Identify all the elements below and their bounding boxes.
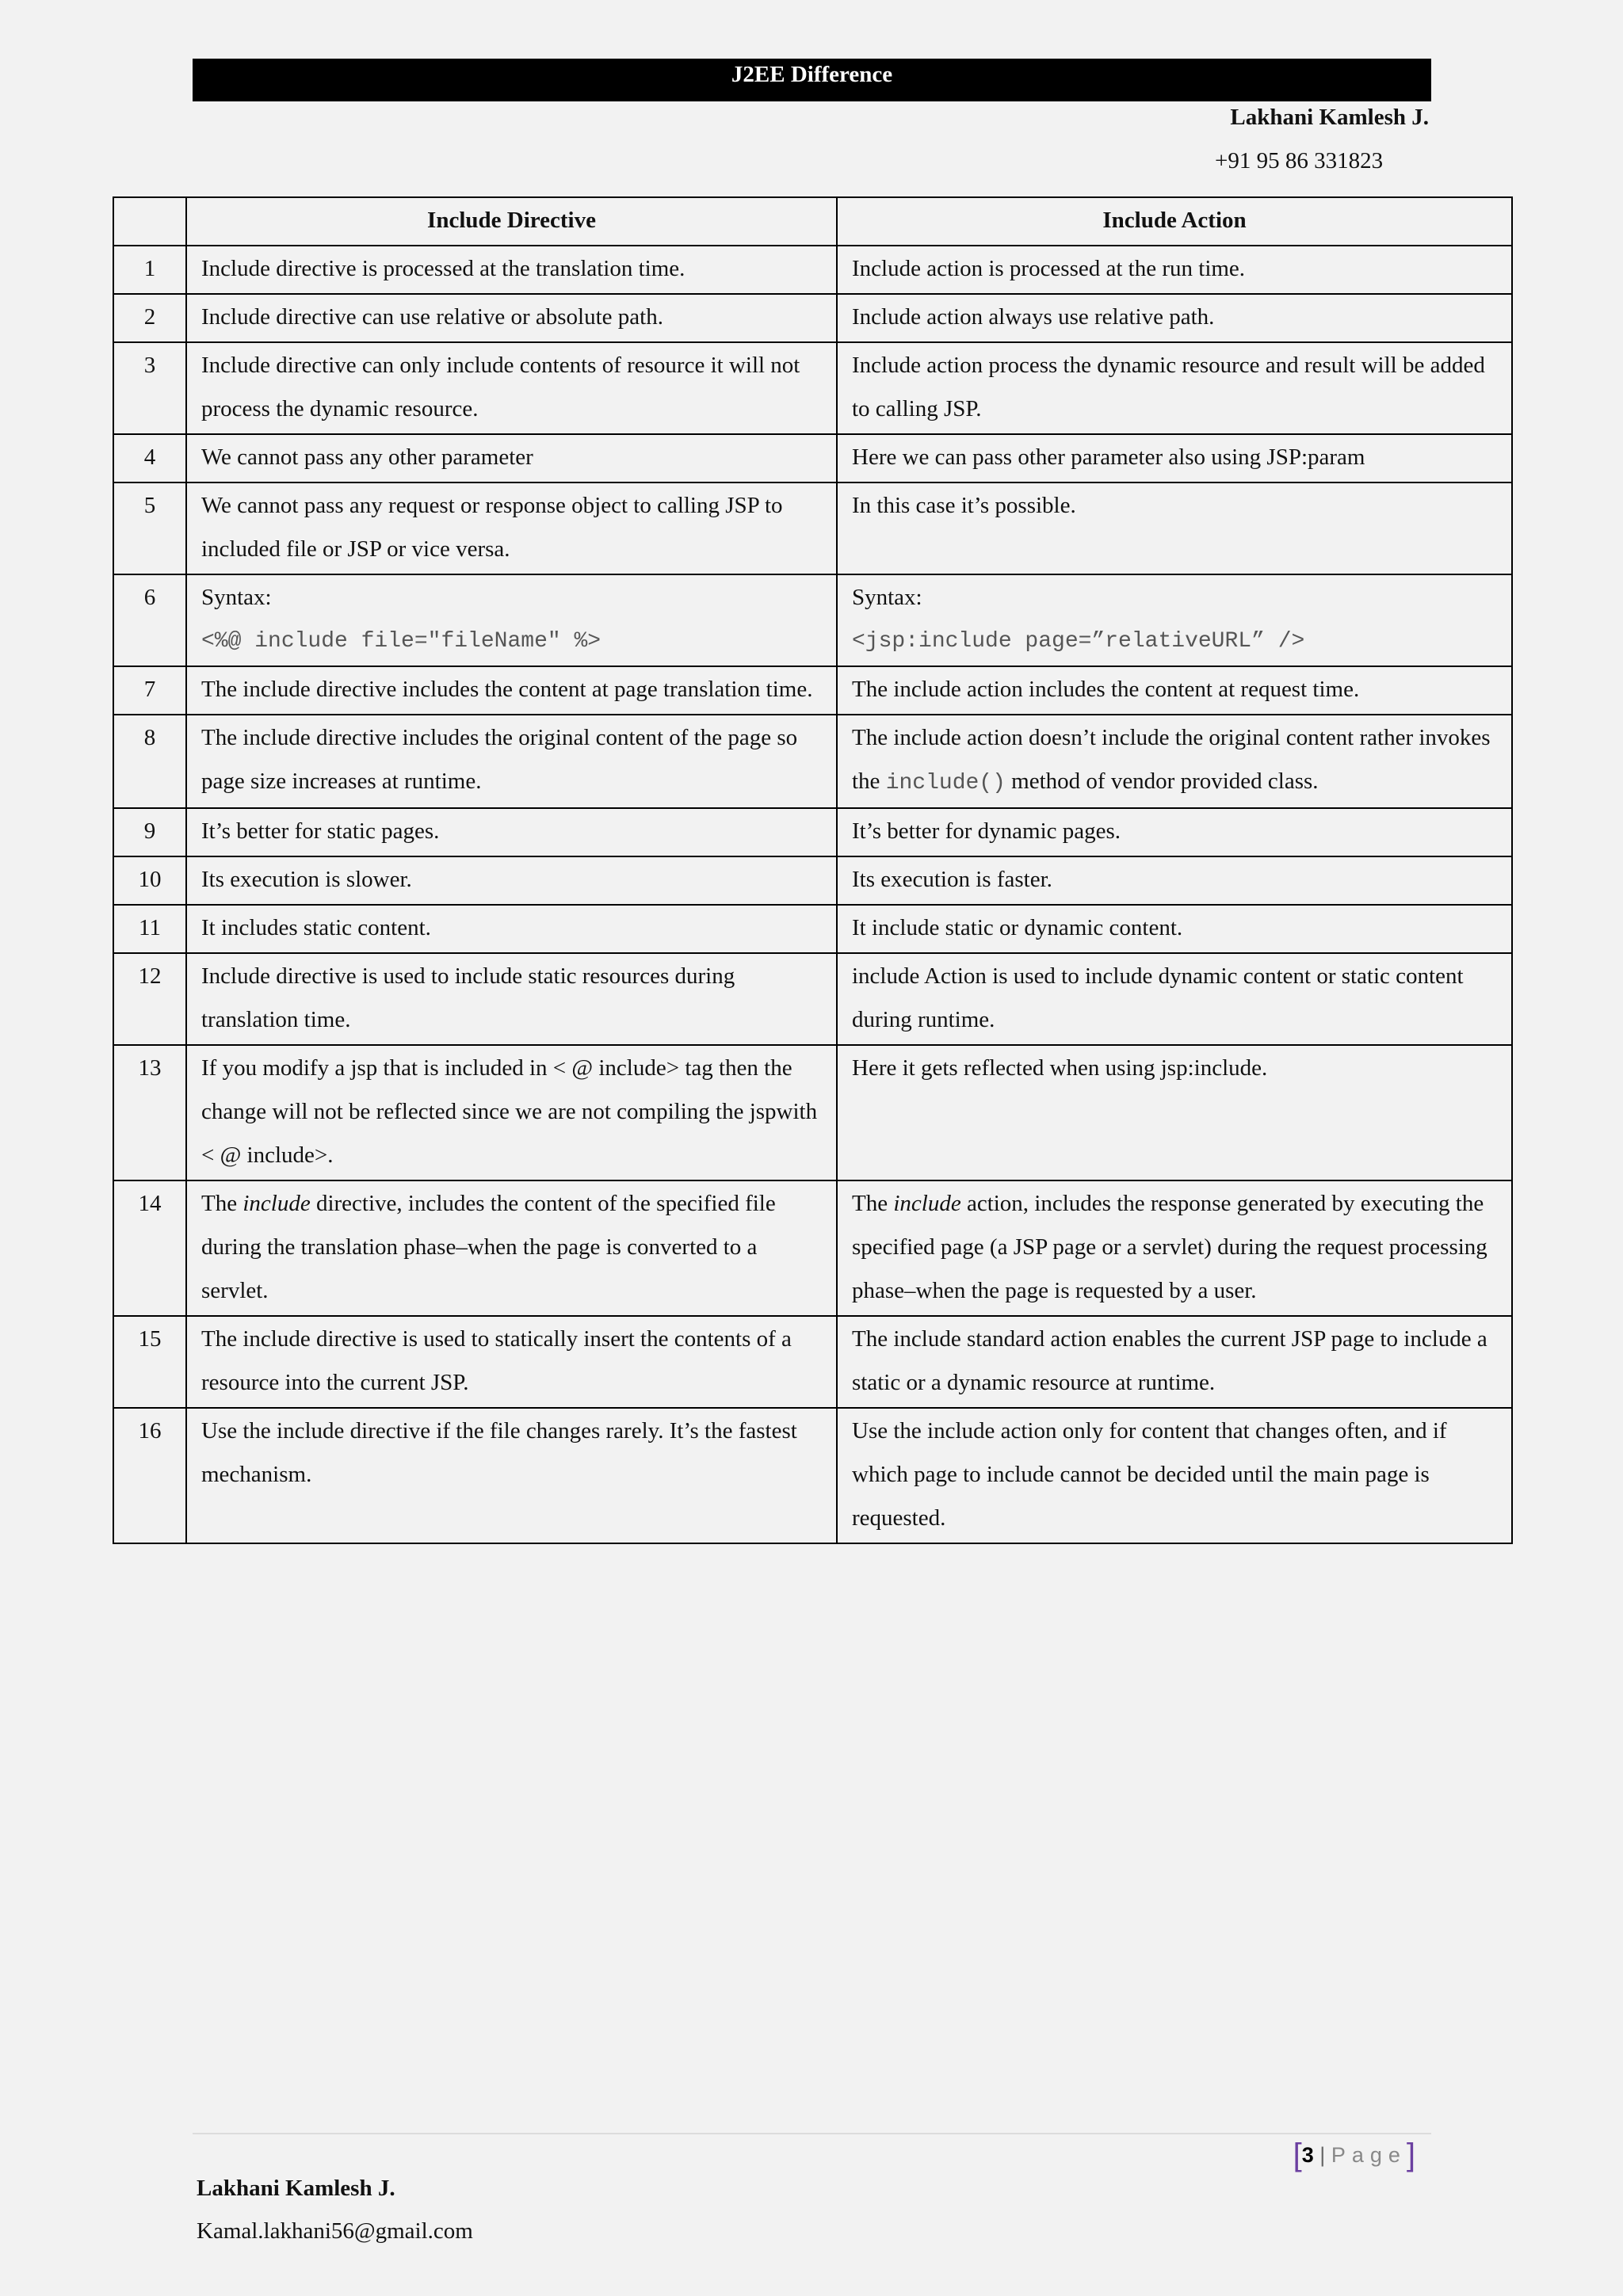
inline-code: include() xyxy=(885,771,1006,795)
footer-email: Kamal.lakhani56@gmail.com xyxy=(197,2218,473,2244)
row-number: 6 xyxy=(113,574,186,666)
footer-author: Lakhani Kamlesh J. xyxy=(197,2176,395,2201)
action-cell: Include action is processed at the run time. xyxy=(837,246,1512,294)
row-number: 16 xyxy=(113,1408,186,1543)
action-cell: Here we can pass other parameter also using JSP:param xyxy=(837,434,1512,482)
column-header-include-directive: Include Directive xyxy=(186,197,837,246)
close-bracket-glyph: ] xyxy=(1406,2138,1415,2172)
row-number: 11 xyxy=(113,905,186,953)
comparison-table xyxy=(113,196,1513,1544)
action-text: The include action doesn’t include the original content rather invokes the xyxy=(852,725,1491,794)
directive-cell: Its execution is slower. xyxy=(186,856,837,905)
header-phone: +91 95 86 331823 xyxy=(1215,148,1384,174)
table-header-row xyxy=(113,197,1512,246)
table-row xyxy=(113,246,1512,294)
directive-cell: Use the include directive if the file changes rarely. It’s the fastest mechanism. xyxy=(186,1408,837,1543)
column-header-include-action: Include Action xyxy=(837,197,1512,246)
header-author: Lakhani Kamlesh J. xyxy=(1230,105,1429,130)
row-number: 12 xyxy=(113,953,186,1045)
directive-cell: We cannot pass any request or response object to calling JSP to included file or JSP or vice versa. xyxy=(186,482,837,574)
emphasis-text: include xyxy=(242,1191,311,1216)
row-number: 4 xyxy=(113,434,186,482)
table-row xyxy=(113,574,1512,666)
directive-cell: Include directive can only include contents of resource it will not process the dynamic resource. xyxy=(186,342,837,434)
action-cell: In this case it’s possible. xyxy=(837,482,1512,574)
page-separator: | xyxy=(1319,2143,1326,2167)
directive-syntax-code: <%@ include file="fileName" %> xyxy=(201,629,601,654)
table-row xyxy=(113,905,1512,953)
action-cell: Use the include action only for content that changes often, and if which page to include cannot be decided until the main page is requested. xyxy=(837,1408,1512,1543)
table-row xyxy=(113,1316,1512,1408)
syntax-label: Syntax: xyxy=(852,585,922,610)
directive-cell: Include directive is used to include static resources during translation time. xyxy=(186,953,837,1045)
action-cell: include Action is used to include dynamic content or static content during runtime. xyxy=(837,953,1512,1045)
row-number: 7 xyxy=(113,666,186,715)
row-number: 2 xyxy=(113,294,186,342)
action-cell xyxy=(837,1180,1512,1316)
table-row xyxy=(113,1180,1512,1316)
table-row xyxy=(113,666,1512,715)
table-row xyxy=(113,482,1512,574)
action-cell xyxy=(837,574,1512,666)
emphasis-text: include xyxy=(893,1191,961,1216)
action-text: The xyxy=(852,1191,894,1216)
directive-cell: The include directive includes the content at page translation time. xyxy=(186,666,837,715)
action-cell: Include action process the dynamic resource and result will be added to calling JSP. xyxy=(837,342,1512,434)
directive-cell: It includes static content. xyxy=(186,905,837,953)
footer-divider xyxy=(193,2133,1431,2134)
row-number: 13 xyxy=(113,1045,186,1180)
table-row xyxy=(113,1408,1512,1543)
row-number: 8 xyxy=(113,715,186,808)
directive-cell: The include directive is used to statically insert the contents of a resource into the current JSP. xyxy=(186,1316,837,1408)
row-number: 3 xyxy=(113,342,186,434)
directive-cell: The include directive includes the original content of the page so page size increases at runtime. xyxy=(186,715,837,808)
row-number: 10 xyxy=(113,856,186,905)
table-row xyxy=(113,342,1512,434)
directive-cell: Include directive is processed at the translation time. xyxy=(186,246,837,294)
action-cell: The include standard action enables the current JSP page to include a static or a dynamic resource at runtime. xyxy=(837,1316,1512,1408)
row-number: 9 xyxy=(113,808,186,856)
action-text: action, includes the response generated by executing the specified page (a JSP page or a servlet) during the request processing phase–when the page is requested by a user. xyxy=(852,1191,1487,1303)
action-cell: Include action always use relative path. xyxy=(837,294,1512,342)
table-row xyxy=(113,808,1512,856)
open-bracket-glyph: [ xyxy=(1293,2138,1302,2172)
directive-cell: If you modify a jsp that is included in < @ include> tag then the change will not be reflected since we are not compiling the jspwith < @ include>. xyxy=(186,1045,837,1180)
table-row xyxy=(113,294,1512,342)
document-title-bar xyxy=(193,59,1431,101)
directive-cell xyxy=(186,1180,837,1316)
row-number: 1 xyxy=(113,246,186,294)
action-cell: Here it gets reflected when using jsp:include. xyxy=(837,1045,1512,1180)
row-number: 5 xyxy=(113,482,186,574)
page-label: Page xyxy=(1331,2143,1407,2167)
column-header-number xyxy=(113,197,186,246)
action-cell: The include action includes the content at request time. xyxy=(837,666,1512,715)
directive-cell: Include directive can use relative or absolute path. xyxy=(186,294,837,342)
action-cell xyxy=(837,715,1512,808)
directive-text: directive, includes the content of the specified file during the translation phase–when the page is converted to a servlet. xyxy=(201,1191,776,1303)
table-row xyxy=(113,715,1512,808)
directive-text: The xyxy=(201,1191,243,1216)
action-cell: Its execution is faster. xyxy=(837,856,1512,905)
syntax-label: Syntax: xyxy=(201,585,272,610)
directive-cell: It’s better for static pages. xyxy=(186,808,837,856)
directive-cell: We cannot pass any other parameter xyxy=(186,434,837,482)
action-cell: It’s better for dynamic pages. xyxy=(837,808,1512,856)
table-row xyxy=(113,434,1512,482)
directive-cell xyxy=(186,574,837,666)
page-number-indicator xyxy=(1293,2139,1415,2171)
table-row xyxy=(113,856,1512,905)
table-row xyxy=(113,1045,1512,1180)
table-row xyxy=(113,953,1512,1045)
document-title: J2EE Difference xyxy=(731,62,893,87)
page-number: 3 xyxy=(1301,2143,1314,2167)
row-number: 15 xyxy=(113,1316,186,1408)
action-cell: It include static or dynamic content. xyxy=(837,905,1512,953)
row-number: 14 xyxy=(113,1180,186,1316)
action-syntax-code: <jsp:include page=”relativeURL” /> xyxy=(852,629,1305,654)
action-text: method of vendor provided class. xyxy=(1005,769,1319,794)
